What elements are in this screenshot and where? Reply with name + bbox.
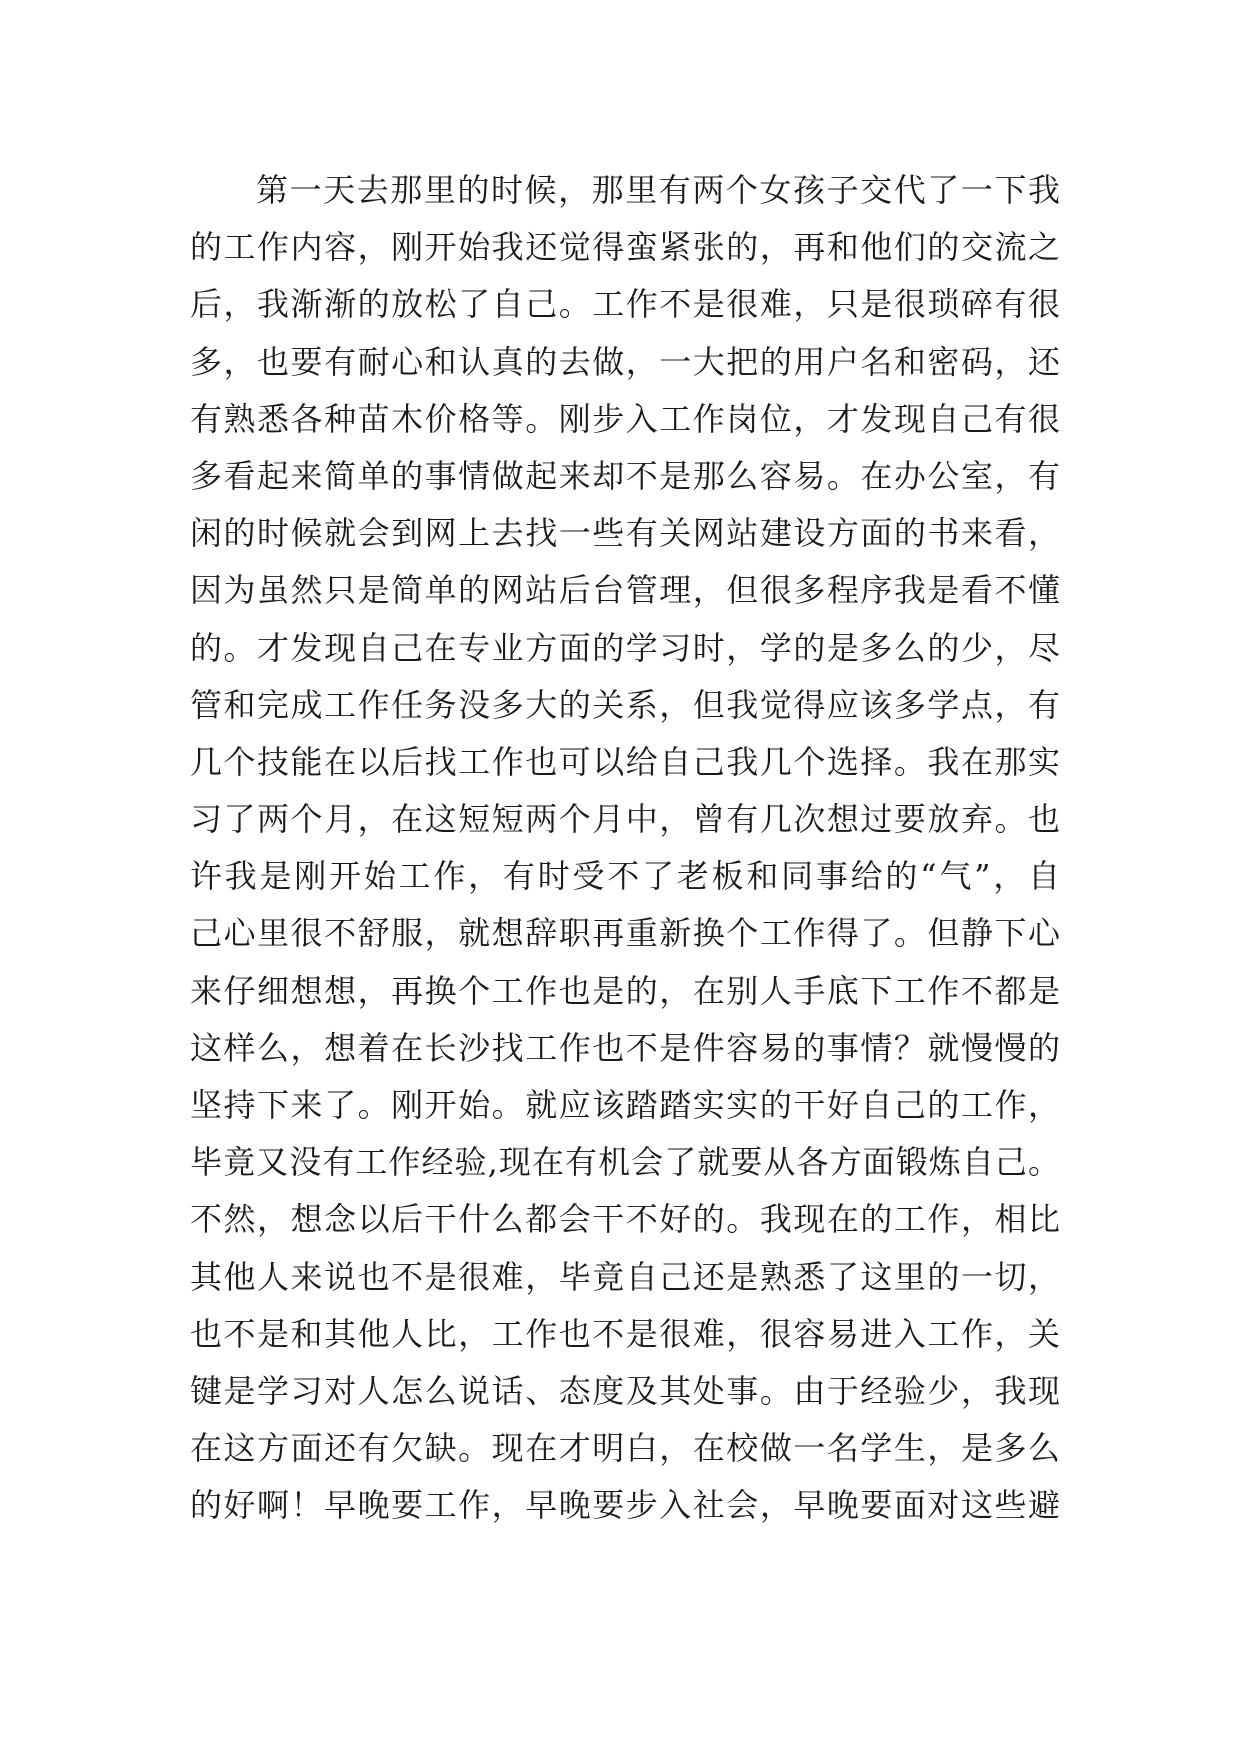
- text-line: 许我是刚开始工作，有时受不了老板和同事给的“气”，自: [190, 857, 1060, 896]
- text-line: 闲的时候就会到网上去找一些有关网站建设方面的书来看，: [190, 514, 1060, 553]
- text-line: 也不是和其他人比，工作也不是很难，很容易进入工作，关: [190, 1314, 1060, 1353]
- text-line: 有熟悉各种苗木价格等。刚步入工作岗位，才发现自己有很: [190, 399, 1060, 438]
- text-line: 己心里很不舒服，就想辞职再重新换个工作得了。但静下心: [190, 914, 1060, 953]
- text-line: 在这方面还有欠缺。现在才明白，在校做一名学生，是多么: [190, 1429, 1060, 1468]
- text-line: 键是学习对人怎么说话、态度及其处事。由于经验少，我现: [190, 1371, 1060, 1410]
- text-line: 多，也要有耐心和认真的去做，一大把的用户名和密码，还: [190, 342, 1060, 381]
- text-line: 后，我渐渐的放松了自己。工作不是很难，只是很琐碎有很: [190, 285, 1060, 324]
- text-line: 毕竟又没有工作经验,现在有机会了就要从各方面锻炼自己。: [190, 1143, 1060, 1182]
- text-line: 不然，想念以后干什么都会干不好的。我现在的工作，相比: [190, 1200, 1060, 1239]
- body-paragraph: [190, 162, 1060, 1535]
- text-line: 这样么，想着在长沙找工作也不是件容易的事情？就慢慢的: [190, 1028, 1060, 1067]
- text-line: 坚持下来了。刚开始。就应该踏踏实实的干好自己的工作，: [190, 1086, 1060, 1124]
- text-line: 的。才发现自己在专业方面的学习时，学的是多么的少，尽: [190, 628, 1060, 667]
- text-line: 的工作内容，刚开始我还觉得蛮紧张的，再和他们的交流之: [190, 228, 1060, 267]
- text-line: 习了两个月，在这短短两个月中，曾有几次想过要放弃。也: [190, 800, 1060, 839]
- text-line: 来仔细想想，再换个工作也是的，在别人手底下工作不都是: [190, 971, 1060, 1010]
- text-line: 其他人来说也不是很难，毕竟自己还是熟悉了这里的一切，: [190, 1257, 1060, 1296]
- text-line: 的好啊！早晚要工作，早晚要步入社会，早晚要面对这些避: [190, 1486, 1060, 1525]
- text-line: 第一天去那里的时候，那里有两个女孩子交代了一下我: [256, 171, 1060, 209]
- text-line: 多看起来简单的事情做起来却不是那么容易。在办公室，有: [190, 456, 1060, 495]
- text-line: 几个技能在以后找工作也可以给自己我几个选择。我在那实: [190, 742, 1060, 781]
- text-line: 因为虽然只是简单的网站后台管理，但很多程序我是看不懂: [190, 571, 1060, 610]
- text-line: 管和完成工作任务没多大的关系，但我觉得应该多学点，有: [190, 685, 1060, 724]
